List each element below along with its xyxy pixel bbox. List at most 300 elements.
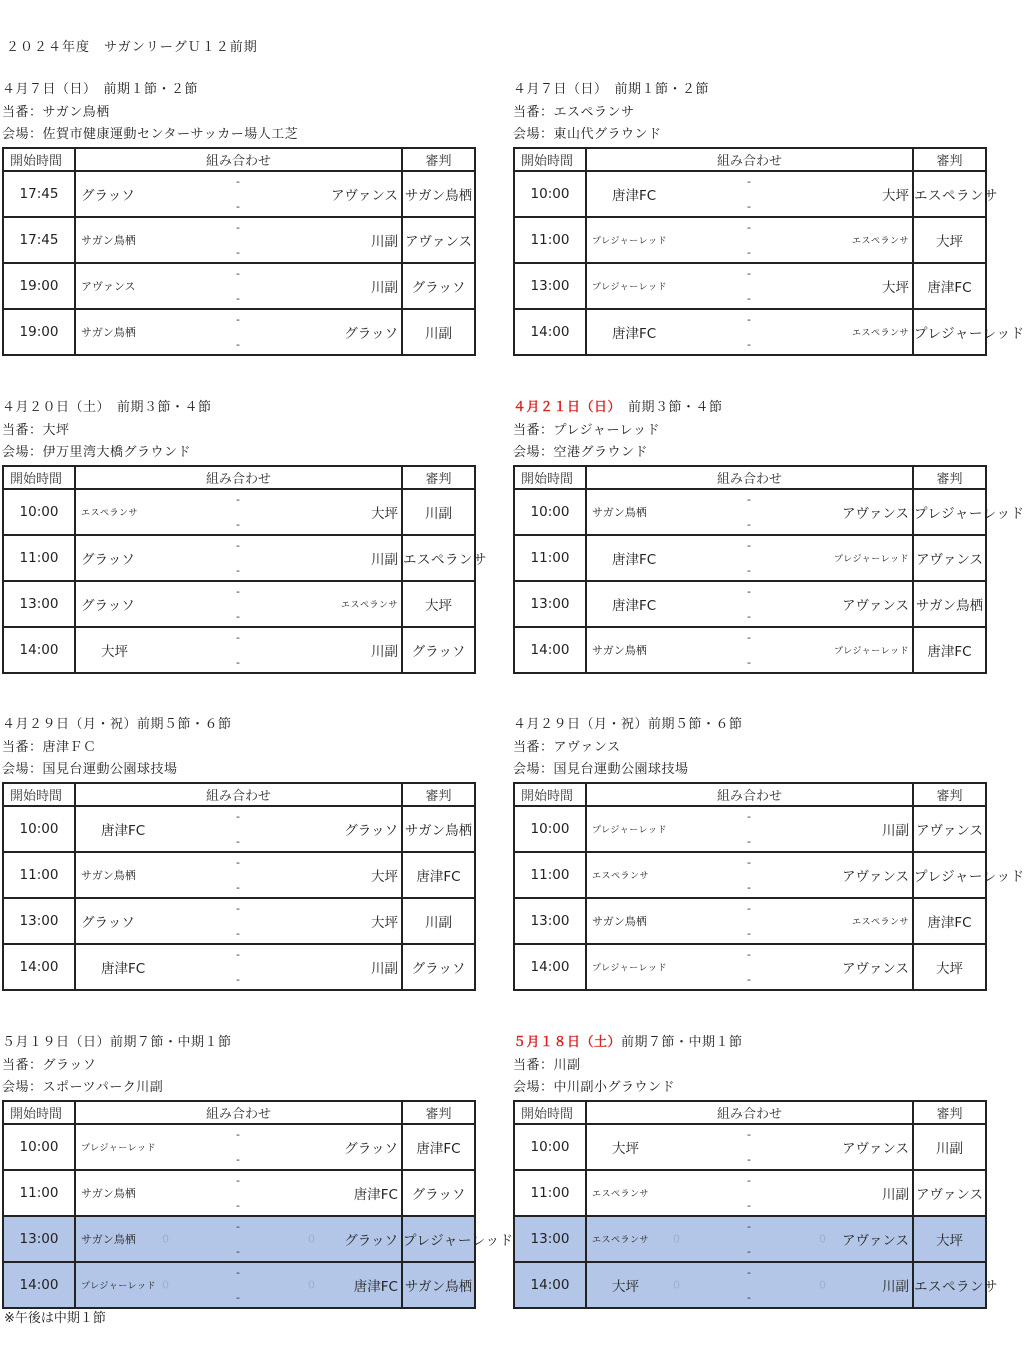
start-time: 13:00 (3, 898, 75, 944)
score-dash: - (236, 174, 240, 188)
start-time: 13:00 (3, 581, 75, 627)
match-cell (75, 217, 402, 263)
header-row (3, 1101, 475, 1124)
match-cell (586, 944, 913, 990)
score-dash: - (747, 563, 751, 577)
match-row (3, 1124, 475, 1170)
start-time: 11:00 (3, 852, 75, 898)
home-team: 唐津FC (612, 551, 657, 568)
header-referee: 審判 (402, 148, 475, 171)
schedule-block (513, 714, 1024, 991)
score-dash: - (236, 855, 240, 869)
referee-team: サガン鳥栖 (402, 806, 475, 852)
start-time: 10:00 (514, 1124, 586, 1170)
score-zero: 0 (819, 1278, 826, 1291)
header-row (3, 466, 475, 489)
referee-team: サガン鳥栖 (402, 1262, 475, 1308)
start-time: 10:00 (3, 489, 75, 535)
home-team: サガン鳥栖 (81, 233, 136, 247)
home-team: アヴァンス (81, 279, 136, 293)
schedule-table (2, 147, 476, 356)
referee-team: 唐津FC (402, 852, 475, 898)
match-date: ５月１８日（土） (513, 1035, 622, 1050)
home-team: サガン鳥栖 (81, 325, 136, 339)
header-match: 組み合わせ (75, 1101, 402, 1124)
home-team: サガン鳥栖 (592, 914, 647, 928)
score-zero: 0 (162, 1278, 169, 1291)
score-dash: - (747, 926, 751, 940)
score-dash: - (747, 584, 751, 598)
venue: 会場：空港グラウンド (513, 445, 649, 460)
away-team: 唐津FC (353, 1186, 398, 1203)
date-line (513, 79, 985, 102)
score-dash: - (236, 220, 240, 234)
away-team: エスペランサ (851, 328, 909, 338)
footnote: ※午後は中期１節 (4, 1311, 106, 1326)
home-team: サガン鳥栖 (81, 1232, 136, 1246)
away-team: 大坪 (882, 187, 909, 204)
header-start-time: 開始時間 (3, 1101, 75, 1124)
header-row (3, 148, 475, 171)
referee-team: プレジャーレッド (913, 852, 986, 898)
referee-team: 唐津FC (913, 627, 986, 673)
date-line (2, 1032, 474, 1055)
referee-team: アヴァンス (402, 217, 475, 263)
match-cell (75, 1216, 402, 1262)
match-cell (75, 944, 402, 990)
referee-team: 大坪 (913, 1216, 986, 1262)
header-match: 組み合わせ (586, 1101, 913, 1124)
score-dash: - (747, 220, 751, 234)
score-dash: - (236, 1265, 240, 1279)
referee-team: エスペランサ (913, 171, 986, 217)
home-team: 唐津FC (101, 822, 146, 839)
header-match: 組み合わせ (586, 783, 913, 806)
score-dash: - (747, 1127, 751, 1141)
score-dash: - (236, 492, 240, 506)
match-cell (586, 852, 913, 898)
match-row (3, 1170, 475, 1216)
referee-team: グラッソ (402, 627, 475, 673)
schedule-table (2, 782, 476, 991)
score-dash: - (236, 655, 240, 669)
match-row (514, 1170, 986, 1216)
score-dash: - (747, 880, 751, 894)
schedule-table (513, 782, 1024, 991)
referee-team: 唐津FC (913, 263, 986, 309)
schedule-block (2, 1032, 514, 1309)
match-row (3, 898, 475, 944)
match-cell (75, 263, 402, 309)
match-row (514, 1216, 986, 1262)
score-dash: - (236, 1173, 240, 1187)
date-line (513, 397, 985, 420)
home-team: プレジャーレッド (81, 1281, 156, 1291)
score-zero: 0 (819, 1232, 826, 1245)
schedule-block (513, 1032, 998, 1309)
header-start-time: 開始時間 (514, 1101, 586, 1124)
start-time: 14:00 (514, 944, 586, 990)
match-cell (586, 535, 913, 581)
score-dash: - (236, 1290, 240, 1304)
match-row (514, 309, 986, 355)
start-time: 13:00 (514, 581, 586, 627)
match-row (3, 944, 475, 990)
score-dash: - (747, 834, 751, 848)
header-referee: 審判 (402, 1101, 475, 1124)
referee-team: エスペランサ (402, 535, 475, 581)
venue: 会場：国見台運動公園球技場 (513, 762, 689, 777)
score-dash: - (747, 538, 751, 552)
venue: 会場：東山代グラウンド (513, 127, 662, 142)
score-zero: 0 (673, 1278, 680, 1291)
match-cell (586, 806, 913, 852)
home-team: グラッソ (81, 551, 135, 568)
match-row (514, 898, 986, 944)
start-time: 13:00 (514, 263, 586, 309)
home-team: グラッソ (81, 597, 135, 614)
match-row (514, 581, 986, 627)
venue: 会場：スポーツパーク川副 (2, 1080, 164, 1095)
score-dash: - (747, 972, 751, 986)
away-team: グラッソ (344, 325, 398, 342)
score-dash: - (236, 584, 240, 598)
away-team: 川副 (371, 643, 398, 660)
match-cell (75, 171, 402, 217)
start-time: 14:00 (514, 309, 586, 355)
score-dash: - (747, 245, 751, 259)
round-label: 前期７節・中期１節 (110, 1035, 232, 1050)
away-team: 大坪 (371, 914, 398, 931)
score-dash: - (747, 1198, 751, 1212)
home-team: エスペランサ (592, 871, 650, 881)
score-dash: - (236, 199, 240, 213)
away-team: 大坪 (371, 505, 398, 522)
match-cell (75, 581, 402, 627)
venue: 会場：国見台運動公園球技場 (2, 762, 178, 777)
score-dash: - (747, 630, 751, 644)
start-time: 11:00 (3, 1170, 75, 1216)
match-cell (75, 806, 402, 852)
start-time: 14:00 (514, 627, 586, 673)
duty-team: 当番：エスペランサ (513, 104, 635, 120)
away-team: 川副 (371, 233, 398, 250)
home-team: サガン鳥栖 (81, 868, 136, 882)
referee-team: サガン鳥栖 (913, 581, 986, 627)
referee-team: 唐津FC (402, 1124, 475, 1170)
match-row (3, 1262, 475, 1308)
match-row (3, 581, 475, 627)
match-cell (586, 489, 913, 535)
match-row (3, 217, 475, 263)
start-time: 11:00 (514, 852, 586, 898)
score-dash: - (747, 1173, 751, 1187)
header-match: 組み合わせ (586, 148, 913, 171)
start-time: 17:45 (3, 171, 75, 217)
referee-team: 大坪 (913, 944, 986, 990)
header-row (514, 148, 986, 171)
match-date: ４月２１日（日） (513, 400, 615, 415)
away-team: アヴァンス (842, 868, 909, 885)
header-start-time: 開始時間 (514, 148, 586, 171)
match-row (514, 1262, 986, 1308)
score-dash: - (236, 538, 240, 552)
round-label: 前期３節・４節 (103, 400, 212, 415)
duty-team: 当番：大坪 (2, 422, 70, 438)
score-dash: - (747, 337, 751, 351)
match-cell (586, 217, 913, 263)
match-row (514, 171, 986, 217)
score-dash: - (236, 901, 240, 915)
schedule-table (2, 1100, 514, 1309)
match-date: ４月２０日（土） (2, 400, 104, 415)
start-time: 13:00 (3, 1216, 75, 1262)
referee-team: 川副 (402, 898, 475, 944)
score-dash: - (236, 972, 240, 986)
score-dash: - (236, 630, 240, 644)
match-row (3, 627, 475, 673)
away-team: 川副 (371, 279, 398, 296)
away-team: エスペランサ (851, 236, 909, 246)
score-dash: - (747, 199, 751, 213)
duty-team: 当番：唐津ＦＣ (2, 739, 97, 755)
start-time: 11:00 (514, 535, 586, 581)
schedule-table (2, 465, 487, 674)
referee-team: プレジャーレッド (402, 1216, 475, 1262)
home-team: エスペランサ (81, 508, 139, 518)
start-time: 14:00 (3, 1262, 75, 1308)
round-label: 前期１節・２節 (601, 82, 710, 97)
duty-team: 当番：川副 (513, 1057, 581, 1073)
match-row (3, 806, 475, 852)
header-match: 組み合わせ (75, 783, 402, 806)
header-start-time: 開始時間 (514, 783, 586, 806)
start-time: 10:00 (514, 171, 586, 217)
score-dash: - (236, 291, 240, 305)
duty-team: 当番：プレジャーレッド (513, 422, 661, 438)
venue: 会場：中川副小グラウンド (513, 1080, 676, 1095)
document-title: ２０２４年度 サガンリーグＵ１２前期 (6, 40, 258, 55)
referee-team: 大坪 (402, 581, 475, 627)
referee-team: グラッソ (402, 1170, 475, 1216)
away-team: 川副 (371, 960, 398, 977)
home-team: 大坪 (612, 1140, 639, 1157)
referee-team: エスペランサ (913, 1262, 986, 1308)
away-team: エスペランサ (340, 600, 398, 610)
away-team: エスペランサ (851, 917, 909, 927)
match-date: ５月１９日（日） (2, 1035, 111, 1050)
referee-team: 唐津FC (913, 898, 986, 944)
score-dash: - (747, 517, 751, 531)
referee-team: グラッソ (402, 944, 475, 990)
score-dash: - (747, 174, 751, 188)
score-zero: 0 (673, 1232, 680, 1245)
score-dash: - (236, 834, 240, 848)
away-team: アヴァンス (842, 960, 909, 977)
header-match: 組み合わせ (586, 466, 913, 489)
match-cell (75, 1170, 402, 1216)
away-team: 川副 (882, 1186, 909, 1203)
match-row (514, 627, 986, 673)
start-time: 14:00 (3, 627, 75, 673)
away-team: アヴァンス (842, 1232, 909, 1249)
match-row (514, 852, 986, 898)
home-team: 唐津FC (101, 960, 146, 977)
header-match: 組み合わせ (75, 466, 402, 489)
home-team: プレジャーレッド (592, 236, 667, 246)
date-line (2, 397, 474, 420)
away-team: 川副 (882, 1278, 909, 1295)
score-zero: 0 (162, 1232, 169, 1245)
round-label: 前期１節・２節 (90, 82, 199, 97)
round-label: 前期５節・６節 (137, 717, 232, 732)
start-time: 13:00 (514, 1216, 586, 1262)
match-row (3, 852, 475, 898)
header-referee: 審判 (402, 783, 475, 806)
schedule-table (513, 147, 1024, 356)
score-dash: - (236, 880, 240, 894)
schedule-table (513, 1100, 998, 1309)
away-team: 唐津FC (353, 1278, 398, 1295)
away-team: アヴァンス (842, 597, 909, 614)
schedule-block (2, 714, 474, 991)
schedule-block (2, 397, 487, 674)
score-dash: - (236, 609, 240, 623)
away-team: 大坪 (371, 868, 398, 885)
match-cell (75, 852, 402, 898)
match-row (514, 806, 986, 852)
score-dash: - (236, 1219, 240, 1233)
match-cell (586, 581, 913, 627)
home-team: サガン鳥栖 (592, 505, 647, 519)
score-dash: - (747, 312, 751, 326)
header-referee: 審判 (402, 466, 475, 489)
home-team: サガン鳥栖 (592, 643, 647, 657)
header-referee: 審判 (913, 783, 986, 806)
score-dash: - (236, 1152, 240, 1166)
match-row (3, 263, 475, 309)
home-team: グラッソ (81, 187, 135, 204)
away-team: アヴァンス (331, 187, 398, 204)
home-team: 大坪 (101, 643, 128, 660)
home-team: 大坪 (612, 1278, 639, 1295)
score-dash: - (236, 1244, 240, 1258)
score-dash: - (747, 855, 751, 869)
score-dash: - (747, 1152, 751, 1166)
header-referee: 審判 (913, 1101, 986, 1124)
score-dash: - (236, 517, 240, 531)
venue: 会場：伊万里湾大橋グラウンド (2, 445, 192, 460)
header-row (514, 466, 986, 489)
duty-team: 当番：サガン鳥栖 (2, 104, 110, 120)
start-time: 14:00 (3, 944, 75, 990)
duty-team: 当番：アヴァンス (513, 739, 621, 755)
match-row (3, 535, 475, 581)
match-row (514, 489, 986, 535)
match-cell (586, 898, 913, 944)
home-team: サガン鳥栖 (81, 1186, 136, 1200)
home-team: プレジャーレッド (592, 282, 667, 292)
header-row (514, 783, 986, 806)
date-line (2, 79, 474, 102)
match-cell (75, 1124, 402, 1170)
score-dash: - (747, 1290, 751, 1304)
match-cell (75, 1262, 402, 1308)
match-cell (586, 263, 913, 309)
home-team: プレジャーレッド (592, 825, 667, 835)
referee-team: プレジャーレッド (913, 309, 986, 355)
round-label: 前期５節・６節 (648, 717, 743, 732)
away-team: グラッソ (344, 822, 398, 839)
start-time: 10:00 (3, 1124, 75, 1170)
header-start-time: 開始時間 (514, 466, 586, 489)
venue: 会場：佐賀市健康運動センターサッカー場人工芝 (2, 127, 299, 142)
score-dash: - (747, 1219, 751, 1233)
match-row (514, 944, 986, 990)
score-dash: - (747, 655, 751, 669)
referee-team: グラッソ (402, 263, 475, 309)
away-team: グラッソ (344, 1232, 398, 1249)
match-cell (75, 898, 402, 944)
score-dash: - (747, 266, 751, 280)
score-dash: - (236, 809, 240, 823)
match-date: ４月７日（日） (513, 82, 602, 97)
score-dash: - (236, 947, 240, 961)
start-time: 10:00 (514, 806, 586, 852)
match-cell (586, 1170, 913, 1216)
score-dash: - (236, 312, 240, 326)
match-cell (586, 309, 913, 355)
match-row (3, 1216, 475, 1262)
match-cell (75, 309, 402, 355)
score-dash: - (747, 291, 751, 305)
match-cell (586, 1262, 913, 1308)
score-dash: - (747, 947, 751, 961)
home-team: 唐津FC (612, 597, 657, 614)
score-dash: - (236, 1198, 240, 1212)
match-row (514, 1124, 986, 1170)
round-label: 前期７節・中期１節 (621, 1035, 743, 1050)
score-dash: - (747, 492, 751, 506)
date-line (2, 714, 474, 737)
header-referee: 審判 (913, 466, 986, 489)
start-time: 11:00 (514, 217, 586, 263)
referee-team: アヴァンス (913, 806, 986, 852)
match-cell (75, 535, 402, 581)
score-dash: - (236, 337, 240, 351)
match-date: ４月２９日（月・祝） (513, 717, 649, 732)
away-team: 大坪 (882, 279, 909, 296)
start-time: 10:00 (514, 489, 586, 535)
score-dash: - (747, 809, 751, 823)
score-zero: 0 (308, 1278, 315, 1291)
start-time: 11:00 (514, 1170, 586, 1216)
score-dash: - (236, 926, 240, 940)
match-row (3, 309, 475, 355)
away-team: アヴァンス (842, 505, 909, 522)
away-team: プレジャーレッド (834, 646, 909, 656)
header-start-time: 開始時間 (3, 466, 75, 489)
match-row (3, 171, 475, 217)
schedule-block (2, 79, 474, 356)
home-team: エスペランサ (592, 1189, 650, 1199)
home-team: プレジャーレッド (592, 963, 667, 973)
home-team: エスペランサ (592, 1235, 650, 1245)
score-zero: 0 (308, 1232, 315, 1245)
home-team: 唐津FC (612, 187, 657, 204)
match-cell (75, 627, 402, 673)
referee-team: アヴァンス (913, 1170, 986, 1216)
